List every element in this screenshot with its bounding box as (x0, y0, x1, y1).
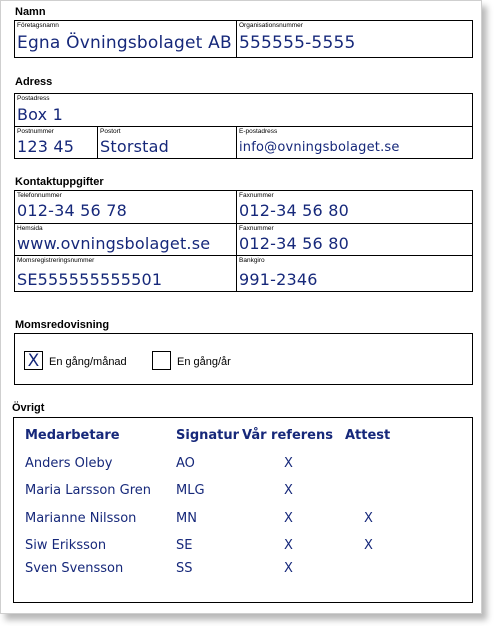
postnummer-label: Postnummer (17, 128, 54, 135)
cell-attest: X (364, 538, 373, 553)
kontakt-box (14, 190, 473, 292)
ovrigt-box (13, 417, 473, 603)
organisationsnummer-field[interactable] (237, 21, 472, 57)
cell-signatur: SS (176, 561, 193, 576)
faxnummer-field-1[interactable] (237, 191, 472, 223)
hemsida-label: Hemsida (17, 225, 43, 232)
foretagsnamn-label: Företagsnamn (17, 22, 59, 29)
cell-var-referens: X (284, 538, 293, 553)
faxnummer-label-1: Faxnummer (239, 192, 274, 199)
postadress-label: Postadress (17, 95, 50, 102)
postort-label: Postort (100, 128, 121, 135)
section-title-ovrigt: Övrigt (12, 402, 45, 414)
cell-medarbetare: Maria Larsson Gren (25, 483, 152, 498)
foretagsnamn-field[interactable] (15, 21, 236, 57)
organisationsnummer-label: Organisationsnummer (239, 22, 303, 29)
cell-medarbetare: Marianne Nilsson (25, 511, 137, 526)
faxnummer-value-2: 012-34 56 80 (239, 234, 349, 253)
epost-label: E-postadress (239, 128, 278, 135)
telefonnummer-value: 012-34 56 78 (17, 201, 127, 220)
cell-signatur: SE (176, 538, 193, 553)
namn-box (14, 20, 473, 58)
checkbox-label-en-gang-manad: En gång/månad (49, 356, 127, 368)
momsregistreringsnummer-value: SE555555555501 (17, 270, 163, 289)
organisationsnummer-value: 555555-5555 (239, 33, 356, 53)
checkbox-en-gang-ar[interactable] (152, 351, 171, 370)
momsregistreringsnummer-label: Momsregistreringsnummer (17, 257, 95, 264)
telefonnummer-label: Telefonnummer (17, 192, 62, 199)
cell-signatur: MN (176, 511, 197, 526)
hemsida-field[interactable] (15, 224, 236, 255)
postnummer-value: 123 45 (17, 137, 75, 156)
faxnummer-value-1: 012-34 56 80 (239, 201, 349, 220)
epost-value: info@ovningsbolaget.se (239, 140, 400, 155)
postort-value: Storstad (100, 137, 169, 156)
col-header-attest: Attest (345, 428, 391, 443)
postnummer-field[interactable] (15, 127, 97, 158)
postadress-value: Box 1 (17, 105, 64, 124)
col-header-medarbetare: Medarbetare (25, 428, 120, 443)
faxnummer-field-2[interactable] (237, 224, 472, 255)
cell-var-referens: X (284, 483, 293, 498)
momsregistreringsnummer-field[interactable] (15, 256, 236, 291)
faxnummer-label-2: Faxnummer (239, 225, 274, 232)
cell-var-referens: X (284, 561, 293, 576)
momsredovisning-box (14, 333, 473, 385)
bankgiro-field[interactable] (237, 256, 472, 291)
cell-var-referens: X (284, 456, 293, 471)
cell-var-referens: X (284, 511, 293, 526)
cell-medarbetare: Siw Eriksson (25, 538, 107, 553)
telefonnummer-field[interactable] (15, 191, 236, 223)
hemsida-value: www.ovningsbolaget.se (17, 234, 211, 253)
cell-attest: X (364, 511, 373, 526)
bankgiro-value: 991-2346 (239, 270, 318, 289)
cell-medarbetare: Anders Oleby (25, 456, 113, 471)
col-header-var-referens: Vår referens (242, 428, 333, 443)
cell-signatur: AO (176, 456, 195, 471)
epost-field[interactable] (237, 127, 472, 158)
section-title-adress: Adress (15, 76, 53, 88)
postadress-field[interactable] (15, 94, 472, 126)
foretagsnamn-value: Egna Övningsbolaget AB (17, 33, 232, 53)
col-header-signatur: Signatur (176, 428, 240, 443)
checkbox-en-gang-manad[interactable]: X (24, 351, 43, 370)
adress-box (14, 93, 473, 159)
postort-field[interactable] (98, 127, 236, 158)
section-title-momsredovisning: Momsredovisning (15, 319, 110, 331)
section-title-kontaktuppgifter: Kontaktuppgifter (15, 176, 104, 188)
bankgiro-label: Bankgiro (239, 257, 265, 264)
section-title-namn: Namn (15, 6, 46, 18)
cell-medarbetare: Sven Svensson (25, 561, 124, 576)
checkbox-label-en-gang-ar: En gång/år (177, 356, 231, 368)
cell-signatur: MLG (176, 483, 205, 498)
